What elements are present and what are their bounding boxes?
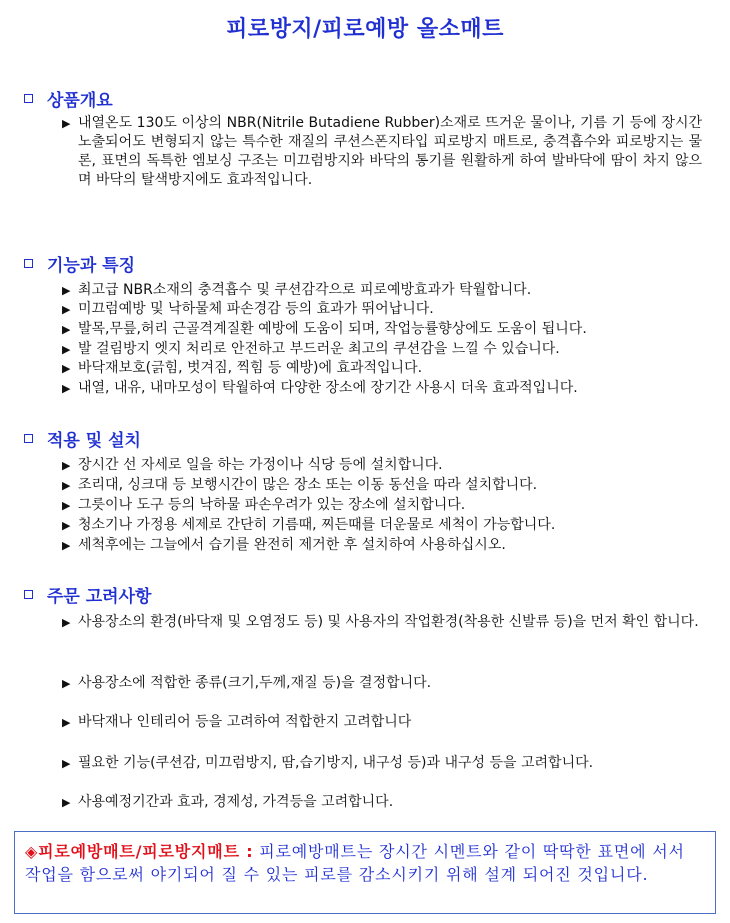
triangle-bullet-icon: ▶: [62, 459, 71, 472]
triangle-bullet-icon: ▶: [62, 616, 71, 629]
triangle-bullet-icon: ▶: [62, 499, 71, 512]
list-item: [62, 340, 702, 359]
section-heading-label: 상품개요: [47, 91, 113, 111]
section-heading-label: 적용 및 설치: [47, 431, 141, 451]
section-heading-installation: [24, 426, 141, 451]
triangle-bullet-icon: ▶: [62, 284, 71, 297]
triangle-bullet-icon: ▶: [62, 479, 71, 492]
section-heading-label: 기능과 특징: [47, 256, 136, 276]
list-item: [62, 359, 702, 378]
section-heading-features: [24, 251, 135, 276]
list-item-text: 바닥재나 인테리어 등을 고려하여 적합한지 고려합니다: [78, 714, 412, 730]
list-item: [62, 476, 702, 495]
list-item-text: 장시간 선 자세로 일을 하는 가정이나 식당 등에 설치합니다.: [78, 457, 443, 473]
page-title: 피로방지/피로예방 올소매트: [226, 17, 504, 42]
list-item: [62, 320, 702, 339]
square-bullet-icon: [24, 434, 33, 443]
list-item: [62, 713, 702, 732]
square-bullet-icon: [24, 94, 33, 103]
triangle-bullet-icon: ▶: [62, 362, 71, 375]
triangle-bullet-icon: ▶: [62, 677, 71, 690]
list-item-text: 미끄럼예방 및 낙하물체 파손경감 등의 효과가 뛰어납니다.: [78, 301, 434, 317]
list-item-text: 세척후에는 그늘에서 습기를 완전히 제거한 후 설치하여 사용하십시오.: [78, 537, 506, 553]
triangle-bullet-icon: ▶: [62, 323, 71, 336]
list-item-text: 사용장소의 환경(바닥재 및 오염정도 등) 및 사용자의 작업환경(착용한 신발류 등)을 먼저 확인 합니다.: [78, 614, 699, 630]
notice-text: 피로예방매트는 장시간 시멘트와 같이 딱딱한 표면에 서서 작업을 함으로써 야기되어 질 수 있는 피로를 감소시키기 위해 설계 되어진 것입니다.: [25, 842, 685, 884]
triangle-bullet-icon: ▶: [62, 539, 71, 552]
list-item: [62, 379, 702, 398]
section-heading-label: 주문 고려사항: [47, 587, 152, 607]
triangle-bullet-icon: ▶: [62, 796, 71, 809]
list-item-text: 발 걸림방지 엣지 처리로 안전하고 부드러운 최고의 쿠션감을 느낄 수 있습니다.: [78, 341, 560, 357]
section-heading-order-considerations: [24, 582, 151, 607]
list-item-text: 청소기나 가정용 세제로 간단히 기름때, 찌든때를 더운물로 세척이 가능합니다.: [78, 517, 556, 533]
list-item-text: 필요한 기능(쿠션감, 미끄럼방지, 땀,습기방지, 내구성 등)과 내구성 등을 고려합니다.: [78, 755, 594, 771]
list-item: [62, 516, 702, 535]
list-item: [62, 281, 702, 300]
list-item-text: 내열온도 130도 이상의 NBR(Nitrile Butadiene Rubber)소재로 뜨거운 물이나, 기름 기 등에 장시간 노출되어도 변형되지 않는 특수한 재질의 쿠션스폰지타입 피로방지 매트로, 충격흡수와 피로방지는 물론, 표면의 독특한 엠보싱 구조는 미끄럼방지와 바닥의 통기를 원활하게 하여 발바닥에 땀이 차지 않으며 바닥의 탈색방지에도 효과적입니다.: [78, 115, 702, 188]
list-item: [62, 754, 702, 773]
list-item: [62, 536, 702, 555]
list-item-text: 발목,무릎,허리 근골격계질환 예방에 도움이 되며, 작업능률향상에도 도움이 됩니다.: [78, 321, 587, 337]
list-item-text: 바닥재보호(긁힘, 벗겨짐, 찍힘 등 예방)에 효과적입니다.: [78, 360, 423, 376]
list-item: [62, 456, 702, 475]
list-item-text: 내열, 내유, 내마모성이 탁월하여 다양한 장소에 장기간 사용시 더욱 효과적입니다.: [78, 380, 578, 396]
list-item: [62, 674, 702, 693]
list-item-text: 사용예정기간과 효과, 경제성, 가격등을 고려합니다.: [78, 794, 394, 810]
list-item: [62, 613, 702, 632]
list-item-text: 조리대, 싱크대 등 보행시간이 많은 장소 또는 이동 동선을 따라 설치합니다.: [78, 477, 538, 493]
triangle-bullet-icon: ▶: [62, 117, 71, 130]
list-item: [62, 300, 702, 319]
triangle-bullet-icon: ▶: [62, 757, 71, 770]
square-bullet-icon: [24, 259, 33, 268]
notice-box: [14, 831, 716, 914]
triangle-bullet-icon: ▶: [62, 519, 71, 532]
section-heading-overview: [24, 86, 113, 111]
triangle-bullet-icon: ▶: [62, 382, 71, 395]
square-bullet-icon: [24, 590, 33, 599]
list-item-text: 최고급 NBR소재의 충격흡수 및 쿠션감각으로 피로예방효과가 탁월합니다.: [78, 282, 532, 298]
list-item: [62, 114, 702, 190]
triangle-bullet-icon: ▶: [62, 343, 71, 356]
triangle-bullet-icon: ▶: [62, 716, 71, 729]
triangle-bullet-icon: ▶: [62, 303, 71, 316]
list-item: [62, 496, 702, 515]
notice-label: ◈피로예방매트/피로방지매트 :: [25, 842, 254, 861]
list-item: [62, 793, 702, 812]
list-item-text: 사용장소에 적합한 종류(크기,두께,재질 등)을 결정합니다.: [78, 675, 432, 691]
list-item-text: 그릇이나 도구 등의 낙하물 파손우려가 있는 장소에 설치합니다.: [78, 497, 466, 513]
